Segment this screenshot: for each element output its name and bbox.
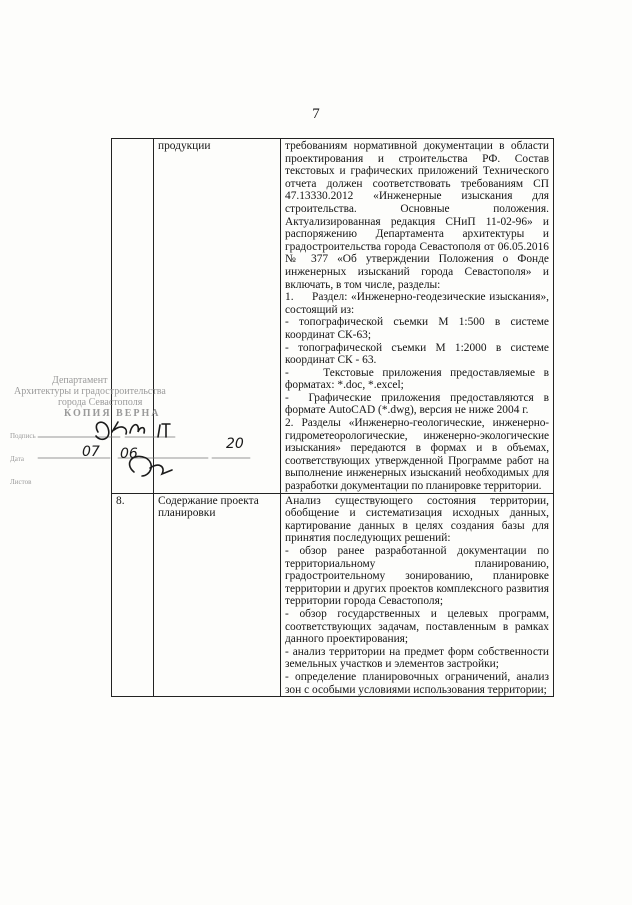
content-paragraph: 1. Раздел: «Инженерно-геодезические изыскания», состоящий из: <box>285 291 549 316</box>
content-paragraph: 2. Разделы «Инженерно-геологические, инженерно-гидрометеорологические, инженерно-экологические изыскания» передаются в формах и в объемах, соответствующих утвержденной Программе работ на выполнение инженерных изысканий необходимых для разработки документации по планировке территории. <box>285 417 549 493</box>
row-number-cell: 8. <box>112 493 154 697</box>
stamp-sheets-label: Листов <box>10 478 32 486</box>
stamp-organization: Архитектуры и градостроительства <box>14 386 166 397</box>
content-paragraph: - топографической съемки М 1:500 в системе координат СК-63; <box>285 316 549 341</box>
row-name-cell: продукции <box>154 139 281 494</box>
date-day: 07 <box>82 444 100 460</box>
content-paragraph: - обзор ранее разработанной документации по территориальному планированию, градостроительному зонированию, планировке территории и других проектов комплексного развития территории города Севастополя; <box>285 545 549 608</box>
date-year: 20 <box>226 436 244 452</box>
stamp-date-label: Дата <box>10 455 24 463</box>
content-paragraph: Анализ существующего состояния территории, обобщение и систематизация исходных данных, картирование данных в целях создания базы для принятия последующих решений: <box>285 494 549 545</box>
page-number: 7 <box>312 106 320 122</box>
content-paragraph: - Графические приложения предоставляются в формате AutoCAD (*.dwg), версия не ниже 2004 г. <box>285 391 549 417</box>
content-paragraph: - Текстовые приложения предоставляемые в форматах: *.doc, *.excel; <box>285 366 549 392</box>
date-month: 06 <box>120 446 138 462</box>
stamp-sign-label: Подпись <box>10 432 36 440</box>
content-paragraph: - топографической съемки М 1:2000 в системе координат СК - 63. <box>285 341 549 367</box>
content-paragraph: - обзор государственных и целевых программ, соответствующих задачам, поставленным в рамках данного проектирования; <box>285 607 549 646</box>
content-paragraph: требованиям нормативной документации в области проектирования и строительства РФ. Состав текстовых и графических приложений Технического отчета должен соответствовать требованиям СП 47.13330.2012 «Инженерные изыскания для строительства. Основные положения. Актуализированная редакция СНиП 11-02-96» и распоряжению Департамента архитектуры и градостроительства города Севастополя от 06.05.2016 № 377 «Об утверждении Положения о Фонде инженерных изысканий города Севастополя» и включать, в том числе, разделы: <box>285 140 549 291</box>
content-paragraph: - анализ территории на предмет форм собственности земельных участков и элементов застройки; <box>285 645 549 671</box>
row-name-cell: Содержание проекта планировки <box>154 493 281 697</box>
stamp-copy-true: КОПИЯ ВЕРНА <box>64 408 161 419</box>
stamp-title: Департамент <box>52 375 108 386</box>
content-paragraph: - определение планировочных ограничений, анализ зон с особыми условиями использования территории; <box>285 670 549 696</box>
stamp-city: города Севастополя <box>58 397 143 408</box>
